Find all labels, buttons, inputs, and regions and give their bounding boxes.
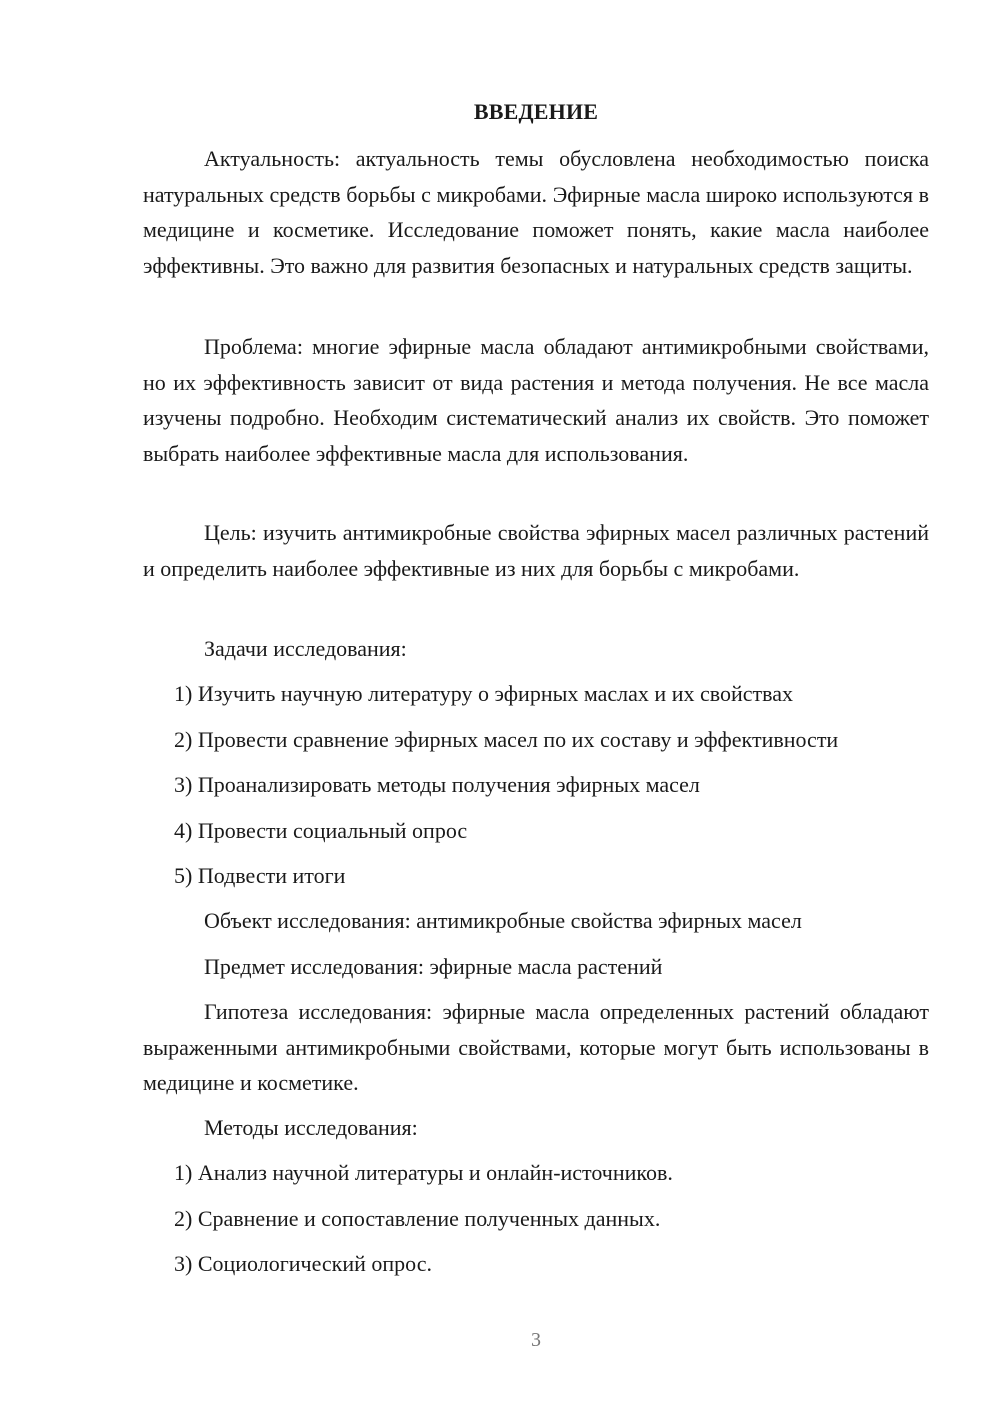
hypothesis-paragraph: Гипотеза исследования: эфирные масла определенных растений обладают выраженными антимикробными свойствами, которые могут быть использованы в медицине и косметике. bbox=[143, 999, 929, 1095]
task-item: 4) Провести социальный опрос bbox=[174, 818, 468, 843]
page-number: 3 bbox=[531, 1329, 541, 1351]
task-item: 2) Провести сравнение эфирных масел по их составу и эффективности bbox=[174, 727, 839, 752]
relevance-paragraph: Актуальность: актуальность темы обусловлена необходимостью поиска натуральных средств борьбы с микробами. Эфирные масла широко используются в медицине и косметике. Исследование поможет понять, какие масла наиболее эффективны. Это важно для развития безопасных и натуральных средств защиты. bbox=[143, 146, 929, 278]
task-item: 1) Изучить научную литературу о эфирных маслах и их свойствах bbox=[174, 681, 793, 706]
method-item: 1) Анализ научной литературы и онлайн-источников. bbox=[174, 1160, 673, 1185]
method-item: 3) Социологический опрос. bbox=[174, 1251, 432, 1276]
problem-paragraph: Проблема: многие эфирные масла обладают антимикробными свойствами, но их эффективность зависит от вида растения и метода получения. Не все масла изучены подробно. Необходим систематический анализ их свойств. Это поможет выбрать наиболее эффективные масла для использования. bbox=[143, 334, 929, 466]
research-subject: Предмет исследования: эфирные масла растений bbox=[204, 954, 663, 979]
task-item: 3) Проанализировать методы получения эфирных масел bbox=[174, 772, 700, 797]
task-item: 5) Подвести итоги bbox=[174, 863, 346, 888]
research-object: Объект исследования: антимикробные свойства эфирных масел bbox=[204, 908, 802, 933]
methods-title: Методы исследования: bbox=[204, 1115, 418, 1140]
tasks-title: Задачи исследования: bbox=[204, 636, 407, 661]
goal-paragraph: Цель: изучить антимикробные свойства эфирных масел различных растений и определить наиболее эффективные из них для борьбы с микробами. bbox=[143, 520, 929, 581]
section-heading: ВВЕДЕНИЕ bbox=[473, 99, 599, 124]
method-item: 2) Сравнение и сопоставление полученных данных. bbox=[174, 1206, 661, 1231]
